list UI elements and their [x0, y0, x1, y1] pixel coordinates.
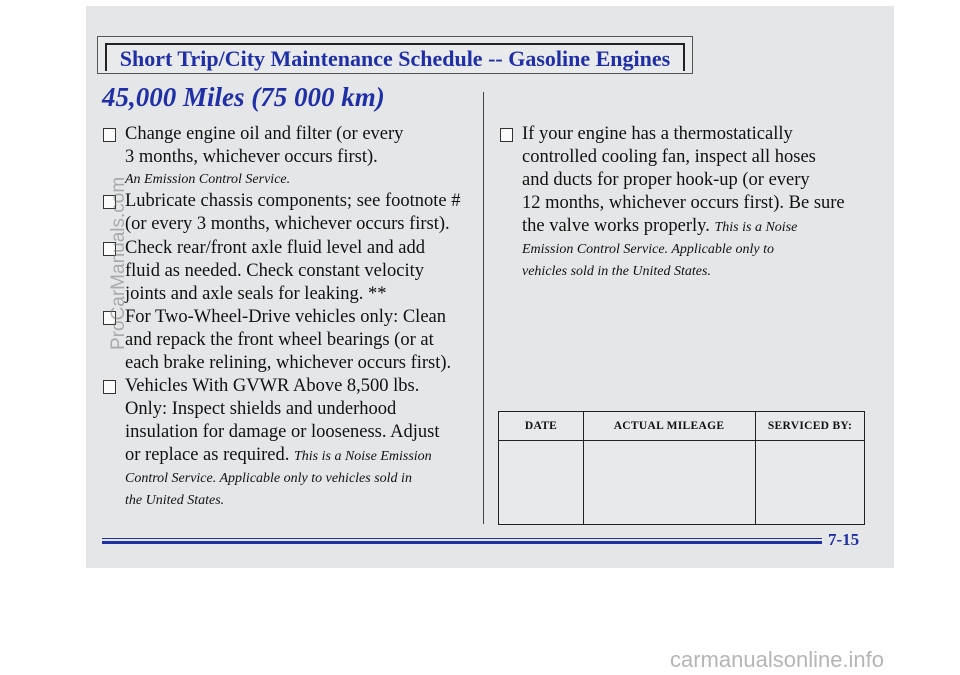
item-text-line: insulation for damage or looseness. Adjust: [125, 422, 440, 442]
item-text-line: controlled cooling fan, inspect all hoses: [522, 147, 816, 167]
item-text-line: and ducts for proper hook-up (or every: [522, 170, 810, 190]
item-text-fragment: the valve works properly.: [522, 216, 710, 236]
item-text-line: Lubricate chassis components; see footnote #: [125, 191, 461, 211]
service-log-table: [498, 411, 865, 525]
service-note: An Emission Control Service.: [125, 172, 291, 187]
item-text-line: (or every 3 months, whichever occurs first).: [125, 214, 450, 234]
item-text-line: For Two-Wheel-Drive vehicles only: Clean: [125, 307, 446, 327]
table-header-date: DATE: [524, 420, 558, 432]
item-text-line: [522, 215, 882, 239]
footer-rule: [102, 538, 822, 539]
item-text-line: 12 months, whichever occurs first). Be sure: [522, 193, 845, 213]
section-header-box: [97, 36, 693, 74]
service-note: the United States.: [125, 493, 225, 508]
section-title: Short Trip/City Maintenance Schedule -- Gasoline Engines: [105, 43, 685, 71]
service-note: Emission Control Service. Applicable only to: [522, 242, 774, 257]
item-text-line: and repack the front wheel bearings (or at: [125, 330, 434, 350]
item-text-fragment: or replace as required.: [125, 445, 290, 465]
interval-title: 45,000 Miles (75 000 km): [102, 82, 385, 112]
service-note: vehicles sold in the United States.: [522, 264, 711, 279]
footer-rule: [102, 541, 822, 544]
service-note: This is a Noise Emission: [293, 449, 432, 464]
item-text-line: Only: Inspect shields and underhood: [125, 399, 397, 419]
table-header-serviced-by: SERVICED BY:: [767, 420, 853, 432]
item-text-line: each brake relining, whichever occurs first).: [125, 353, 452, 373]
bottom-watermark: carmanualsonline.info: [670, 647, 885, 672]
page-number: 7-15: [828, 530, 860, 549]
item-text-line: Change engine oil and filter (or every: [125, 124, 404, 144]
item-text-line: Vehicles With GVWR Above 8,500 lbs.: [125, 376, 420, 396]
checkbox-icon[interactable]: [103, 380, 116, 394]
table-header-mileage: ACTUAL MILEAGE: [613, 420, 725, 432]
service-note: Control Service. Applicable only to vehicles sold in: [125, 471, 412, 486]
checkbox-icon[interactable]: [103, 128, 116, 142]
item-text-line: If your engine has a thermostatically: [522, 124, 793, 144]
item-text-line: 3 months, whichever occurs first).: [125, 147, 378, 167]
item-text-line: Check rear/front axle fluid level and add: [125, 238, 425, 258]
service-note: This is a Noise: [714, 220, 798, 235]
checkbox-icon[interactable]: [500, 128, 513, 142]
item-text-line: fluid as needed. Check constant velocity: [125, 261, 424, 281]
item-text-line: [125, 444, 495, 468]
side-watermark: ProCarManuals.com: [108, 176, 129, 350]
item-text-line: joints and axle seals for leaking. **: [125, 284, 387, 304]
